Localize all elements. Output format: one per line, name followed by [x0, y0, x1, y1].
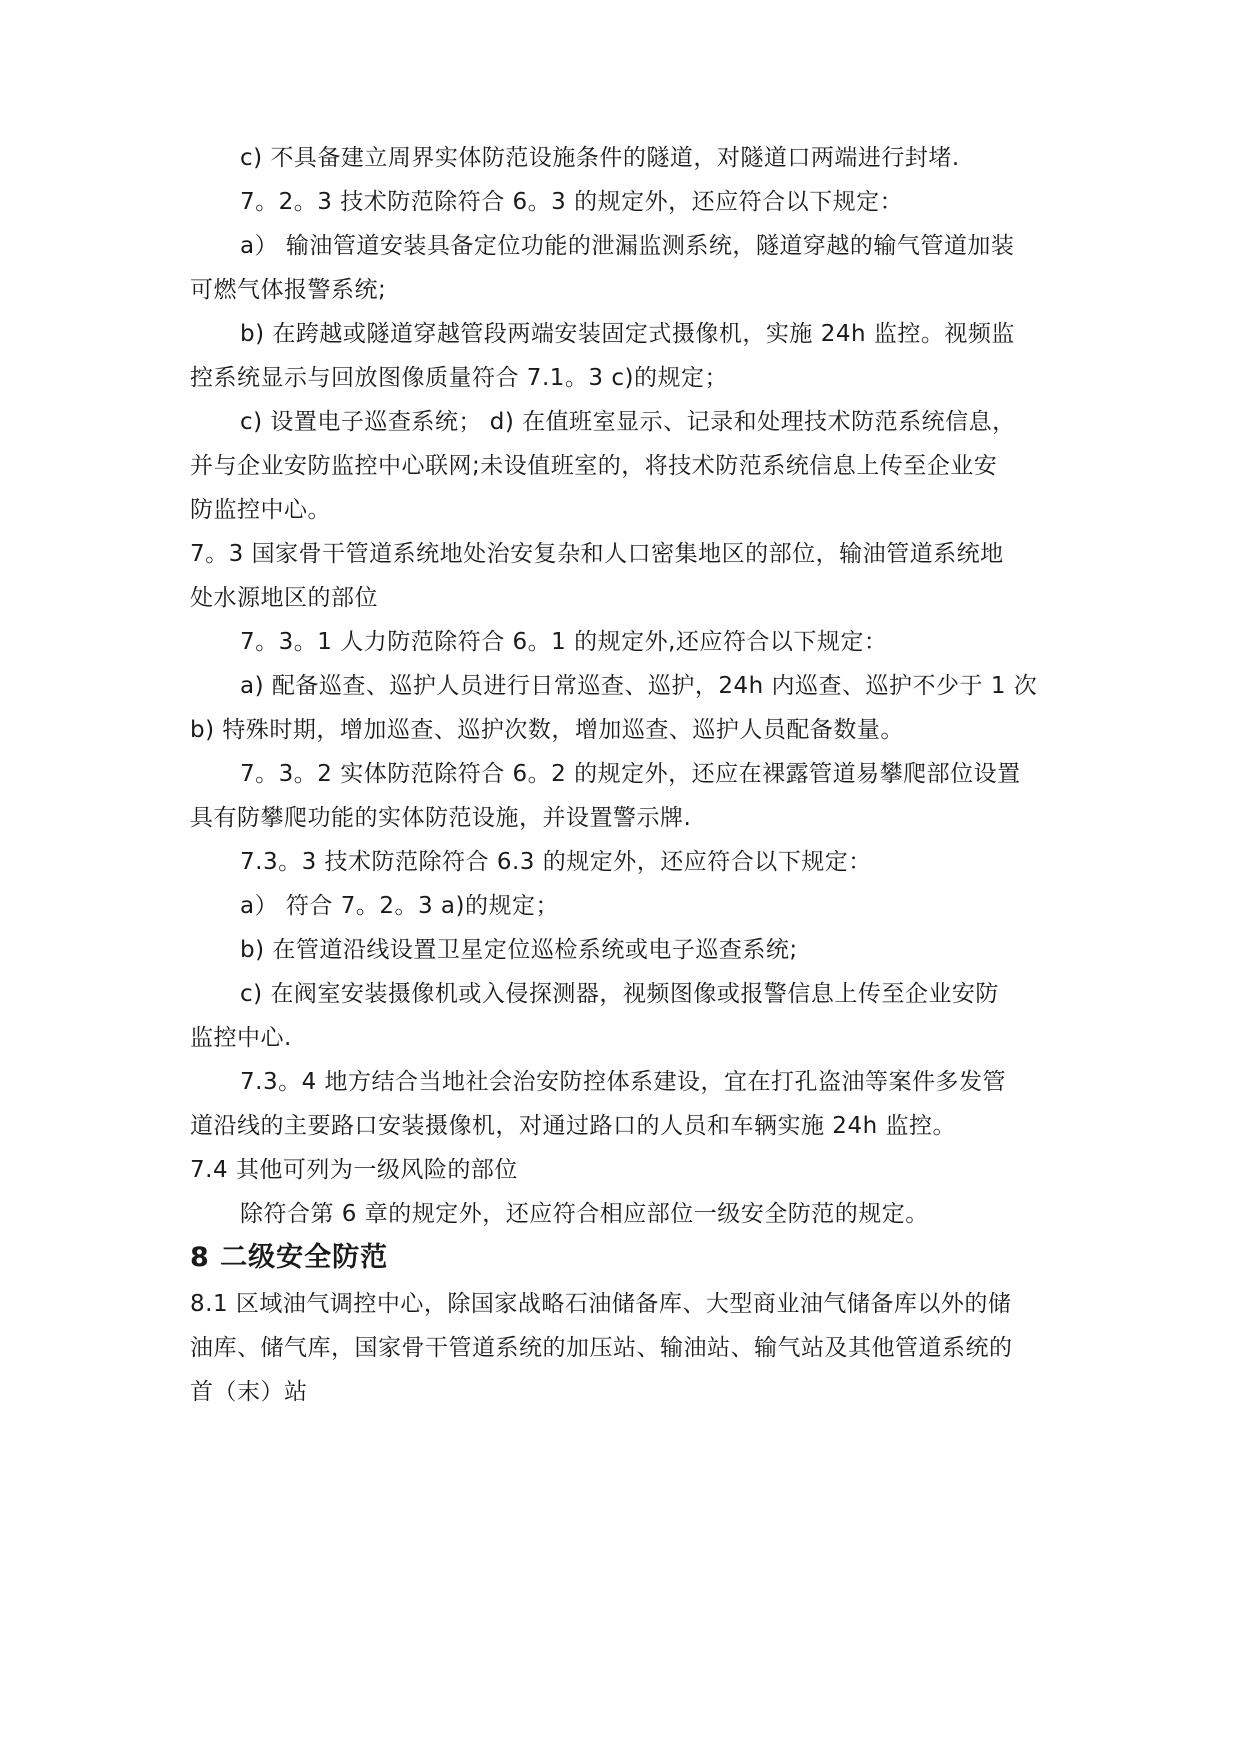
paragraph-line: 7。3。2 实体防范除符合 6。2 的规定外，还应在裸露管道易攀爬部位设置 [240, 761, 1021, 787]
paragraph-line: 监控中心. [190, 1025, 292, 1051]
paragraph-line: 处水源地区的部位 [190, 585, 378, 611]
paragraph-line: 控系统显示与回放图像质量符合 7.1。3 c)的规定； [190, 365, 728, 391]
paragraph-line: a) 配备巡查、巡护人员进行日常巡查、巡护，24h 内巡查、巡护不少于 1 次 [240, 673, 1038, 699]
paragraph-line: c) 在阀室安装摄像机或入侵探测器，视频图像或报警信息上传至企业安防 [240, 981, 999, 1007]
paragraph-line: 7.3。4 地方结合当地社会治安防控体系建设，宜在打孔盗油等案件多发管 [240, 1069, 1007, 1095]
chapter-heading: 8 二级安全防范 [190, 1242, 389, 1273]
paragraph-line: c) 设置电子巡查系统； d) 在值班室显示、记录和处理技术防范系统信息， [240, 409, 1016, 435]
paragraph-line: 并与企业安防监控中心联网;未设值班室的，将技术防范系统信息上传至企业安 [190, 453, 998, 479]
paragraph-line: 除符合第 6 章的规定外，还应符合相应部位一级安全防范的规定。 [240, 1201, 929, 1227]
section-heading: 8.1 区域油气调控中心，除国家战略石油储备库、大型商业油气储备库以外的储 [190, 1291, 1012, 1317]
paragraph-line: b) 在跨越或隧道穿越管段两端安装固定式摄像机，实施 24h 监控。视频监 [240, 321, 1015, 347]
paragraph-line: 7.3。3 技术防范除符合 6.3 的规定外，还应符合以下规定： [240, 849, 872, 875]
paragraph-line: b) 在管道沿线设置卫星定位巡检系统或电子巡查系统; [240, 937, 798, 963]
paragraph-line: c) 不具备建立周界实体防范设施条件的隧道，对隧道口两端进行封堵. [240, 145, 960, 171]
paragraph-line: 7。2。3 技术防范除符合 6。3 的规定外，还应符合以下规定： [240, 189, 904, 215]
paragraph-line: 道沿线的主要路口安装摄像机，对通过路口的人员和车辆实施 24h 监控。 [190, 1113, 956, 1139]
paragraph-line: 可燃气体报警系统; [190, 277, 387, 303]
paragraph-line: b) 特殊时期，增加巡查、巡护次数，增加巡查、巡护人员配备数量。 [190, 717, 904, 743]
section-heading: 7。3 国家骨干管道系统地处治安复杂和人口密集地区的部位，输油管道系统地 [190, 541, 1004, 567]
paragraph-line: 防监控中心。 [190, 497, 331, 523]
section-heading: 7.4 其他可列为一级风险的部位 [190, 1157, 518, 1183]
paragraph-line: 7。3。1 人力防范除符合 6。1 的规定外,还应符合以下规定： [240, 629, 888, 655]
paragraph-line: a） 输油管道安装具备定位功能的泄漏监测系统，隧道穿越的输气管道加装 [240, 233, 1015, 259]
paragraph-line: 油库、储气库，国家骨干管道系统的加压站、输油站、输气站及其他管道系统的 [190, 1335, 1013, 1361]
paragraph-line: a） 符合 7。2。3 a)的规定； [240, 893, 559, 919]
paragraph-line: 首（末）站 [190, 1379, 308, 1405]
paragraph-line: 具有防攀爬功能的实体防范设施，并设置警示牌. [190, 805, 692, 831]
